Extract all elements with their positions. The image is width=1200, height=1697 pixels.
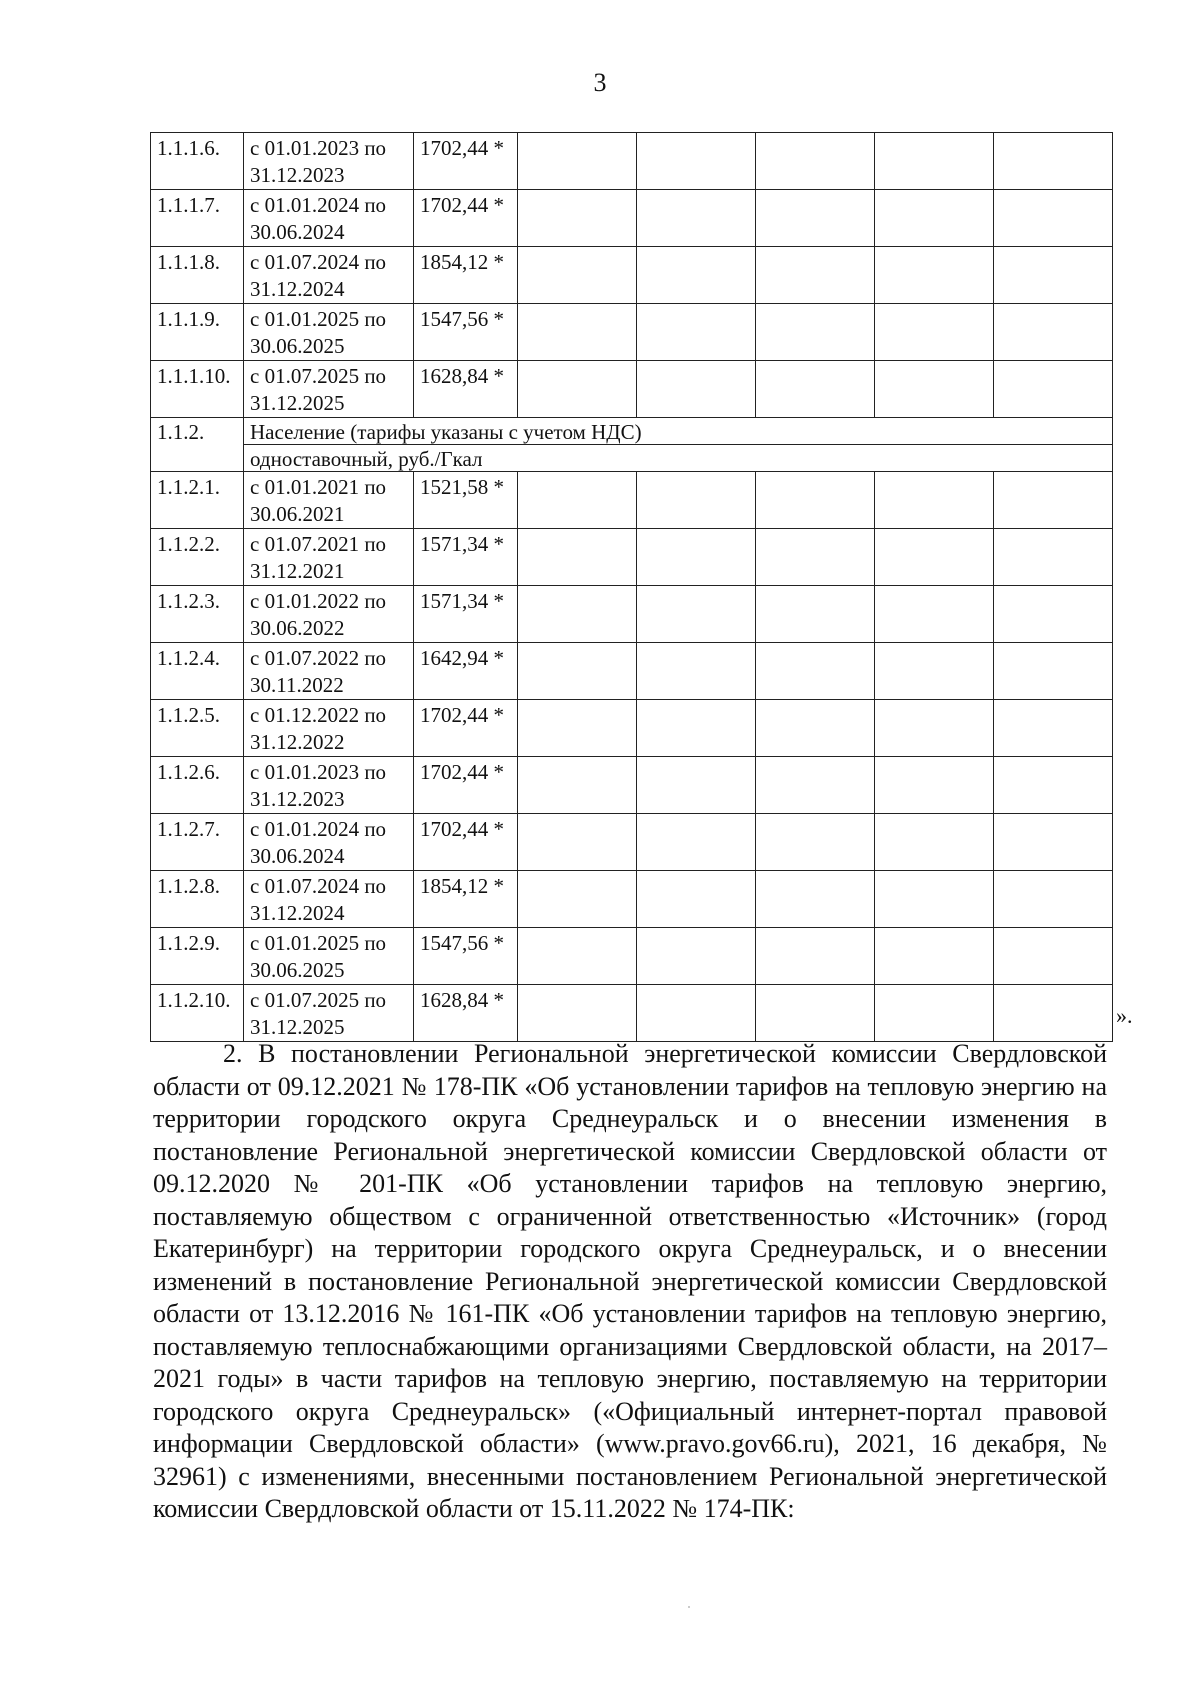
empty-cell [518, 871, 637, 928]
table-row [151, 133, 1113, 190]
group-subtitle: одноставочный, руб./Гкал [244, 445, 1113, 472]
table-row [151, 247, 1113, 304]
empty-cell [756, 529, 875, 586]
empty-cell [994, 928, 1113, 985]
empty-cell [994, 133, 1113, 190]
row-number: 1.1.2.7. [151, 814, 244, 871]
empty-cell [637, 871, 756, 928]
period-cell [244, 928, 414, 985]
table-row [151, 871, 1113, 928]
empty-cell [518, 190, 637, 247]
empty-cell [518, 133, 637, 190]
table-row [151, 928, 1113, 985]
period-end: 31.12.2023 [250, 787, 345, 811]
empty-cell [994, 871, 1113, 928]
row-number: 1.1.2.8. [151, 871, 244, 928]
empty-cell [756, 700, 875, 757]
period-start: с 01.01.2023 по [250, 136, 387, 160]
empty-cell [518, 304, 637, 361]
group-row-subtitle [151, 445, 1113, 472]
tariff-value: 1547,56 * [414, 928, 518, 985]
period-end: 30.06.2025 [250, 334, 345, 358]
empty-cell [875, 133, 994, 190]
period-start: с 01.12.2022 по [250, 703, 387, 727]
tariff-value: 1702,44 * [414, 133, 518, 190]
table-row [151, 304, 1113, 361]
empty-cell [756, 871, 875, 928]
period-cell [244, 586, 414, 643]
row-number: 1.1.2.2. [151, 529, 244, 586]
tariff-value: 1642,94 * [414, 643, 518, 700]
period-start: с 01.01.2021 по [250, 475, 387, 499]
period-cell [244, 700, 414, 757]
period-start: с 01.01.2022 по [250, 589, 387, 613]
empty-cell [756, 133, 875, 190]
empty-cell [875, 304, 994, 361]
empty-cell [756, 472, 875, 529]
period-cell [244, 133, 414, 190]
empty-cell [875, 190, 994, 247]
empty-cell [756, 586, 875, 643]
table-row [151, 814, 1113, 871]
period-start: с 01.01.2025 по [250, 931, 387, 955]
scan-speck [688, 1606, 690, 1608]
empty-cell [518, 472, 637, 529]
period-cell [244, 472, 414, 529]
period-start: с 01.07.2022 по [250, 646, 387, 670]
period-cell [244, 304, 414, 361]
period-end: 30.06.2025 [250, 958, 345, 982]
row-number: 1.1.1.10. [151, 361, 244, 418]
period-start: с 01.07.2024 по [250, 874, 387, 898]
table-row [151, 472, 1113, 529]
period-end: 30.11.2022 [250, 673, 344, 697]
row-number: 1.1.2.3. [151, 586, 244, 643]
empty-cell [756, 190, 875, 247]
tariff-value: 1702,44 * [414, 757, 518, 814]
tariff-value: 1571,34 * [414, 586, 518, 643]
empty-cell [875, 643, 994, 700]
table-row [151, 586, 1113, 643]
empty-cell [518, 814, 637, 871]
empty-cell [637, 190, 756, 247]
empty-cell [756, 643, 875, 700]
empty-cell [994, 757, 1113, 814]
empty-cell [518, 361, 637, 418]
empty-cell [875, 757, 994, 814]
empty-cell [637, 757, 756, 814]
period-cell [244, 529, 414, 586]
tariff-value: 1547,56 * [414, 304, 518, 361]
empty-cell [518, 928, 637, 985]
period-start: с 01.01.2023 по [250, 760, 387, 784]
empty-cell [994, 985, 1113, 1042]
page-number: 3 [593, 68, 607, 97]
body-paragraph: 2. В постановлении Региональной энергетической комиссии Свердловской области от 09.12.2021 № 178-ПК «Об установлении тарифов на тепловую энергию на территории городского округа Среднеуральск и о внесении изменения в постановление Региональной энергетической комиссии Свердловской области от 09.12.2020 № 201-ПК «Об установлении тарифов на тепловую энергию, поставляемую обществом с ограниченной ответственностью «Источник» (город Екатеринбург) на территории городского округа Среднеуральск, и о внесении изменений в постановление Региональной энергетической комиссии Свердловской области от 13.12.2016 № 161-ПК «Об установлении тарифов на тепловую энергию, поставляемую теплоснабжающими организациями Свердловской области, на 2017–2021 годы» в части тарифов на тепловую энергию, поставляемую на территории городского округа Среднеуральск» («Официальный интернет-портал правовой информации Свердловской области» (www.pravo.gov66.ru), 2021, 16 декабря, № 32961) с изменениями, внесенными постановлением Региональной энергетической комиссии Свердловской области от 15.11.2022 № 174-ПК: [153, 1039, 1107, 1523]
period-end: 30.06.2024 [250, 844, 345, 868]
empty-cell [875, 985, 994, 1042]
empty-cell [875, 928, 994, 985]
period-start: с 01.07.2021 по [250, 532, 387, 556]
empty-cell [994, 643, 1113, 700]
tariff-value: 1521,58 * [414, 472, 518, 529]
period-end: 31.12.2024 [250, 901, 345, 925]
empty-cell [637, 700, 756, 757]
tariff-value: 1571,34 * [414, 529, 518, 586]
empty-cell [875, 814, 994, 871]
period-start: с 01.01.2024 по [250, 193, 387, 217]
tariff-value: 1702,44 * [414, 700, 518, 757]
empty-cell [994, 586, 1113, 643]
tariff-value: 1702,44 * [414, 190, 518, 247]
table-row [151, 361, 1113, 418]
empty-cell [756, 247, 875, 304]
tariff-table [150, 132, 1113, 1042]
empty-cell [875, 361, 994, 418]
table-row [151, 757, 1113, 814]
period-end: 31.12.2021 [250, 559, 345, 583]
empty-cell [637, 247, 756, 304]
group-row-title [151, 418, 1113, 445]
period-cell [244, 247, 414, 304]
table-row [151, 700, 1113, 757]
empty-cell [875, 871, 994, 928]
empty-cell [756, 304, 875, 361]
empty-cell [756, 361, 875, 418]
period-end: 31.12.2023 [250, 163, 345, 187]
empty-cell [637, 814, 756, 871]
period-cell [244, 985, 414, 1042]
empty-cell [518, 757, 637, 814]
empty-cell [518, 247, 637, 304]
row-number: 1.1.2.6. [151, 757, 244, 814]
empty-cell [518, 529, 637, 586]
empty-cell [994, 472, 1113, 529]
empty-cell [756, 814, 875, 871]
empty-cell [518, 643, 637, 700]
period-cell [244, 757, 414, 814]
empty-cell [518, 700, 637, 757]
period-end: 31.12.2025 [250, 391, 345, 415]
table-row [151, 190, 1113, 247]
empty-cell [637, 928, 756, 985]
empty-cell [875, 586, 994, 643]
empty-cell [875, 529, 994, 586]
tariff-value: 1854,12 * [414, 871, 518, 928]
period-end: 30.06.2021 [250, 502, 345, 526]
group-title: Население (тарифы указаны с учетом НДС) [244, 418, 1113, 445]
row-number: 1.1.2.5. [151, 700, 244, 757]
empty-cell [637, 985, 756, 1042]
period-end: 31.12.2024 [250, 277, 345, 301]
empty-cell [994, 190, 1113, 247]
period-cell [244, 871, 414, 928]
empty-cell [994, 304, 1113, 361]
row-number: 1.1.1.7. [151, 190, 244, 247]
period-end: 30.06.2024 [250, 220, 345, 244]
period-end: 31.12.2025 [250, 1015, 345, 1039]
empty-cell [994, 814, 1113, 871]
empty-cell [994, 361, 1113, 418]
row-number: 1.1.2.9. [151, 928, 244, 985]
row-number: 1.1.2.10. [151, 985, 244, 1042]
group-number: 1.1.2. [151, 418, 244, 472]
row-number: 1.1.1.9. [151, 304, 244, 361]
empty-cell [637, 361, 756, 418]
empty-cell [875, 247, 994, 304]
period-start: с 01.07.2025 по [250, 988, 387, 1012]
empty-cell [994, 700, 1113, 757]
period-end: 31.12.2022 [250, 730, 345, 754]
empty-cell [637, 586, 756, 643]
table-row [151, 643, 1113, 700]
row-number: 1.1.2.4. [151, 643, 244, 700]
row-number: 1.1.1.6. [151, 133, 244, 190]
tariff-value: 1702,44 * [414, 814, 518, 871]
tariff-value: 1628,84 * [414, 361, 518, 418]
period-end: 30.06.2022 [250, 616, 345, 640]
empty-cell [994, 247, 1113, 304]
table-row [151, 985, 1113, 1042]
closing-quote: ». [1116, 1003, 1133, 1028]
period-cell [244, 361, 414, 418]
empty-cell [756, 985, 875, 1042]
tariff-value: 1854,12 * [414, 247, 518, 304]
period-cell [244, 190, 414, 247]
empty-cell [756, 928, 875, 985]
empty-cell [637, 472, 756, 529]
tariff-value: 1628,84 * [414, 985, 518, 1042]
empty-cell [875, 472, 994, 529]
period-cell [244, 814, 414, 871]
table-row [151, 529, 1113, 586]
empty-cell [518, 985, 637, 1042]
empty-cell [637, 529, 756, 586]
row-number: 1.1.1.8. [151, 247, 244, 304]
empty-cell [637, 133, 756, 190]
empty-cell [875, 700, 994, 757]
empty-cell [994, 529, 1113, 586]
empty-cell [756, 757, 875, 814]
period-start: с 01.01.2024 по [250, 817, 387, 841]
row-number: 1.1.2.1. [151, 472, 244, 529]
empty-cell [518, 586, 637, 643]
empty-cell [637, 643, 756, 700]
period-start: с 01.01.2025 по [250, 307, 387, 331]
period-start: с 01.07.2024 по [250, 250, 387, 274]
empty-cell [637, 304, 756, 361]
period-cell [244, 643, 414, 700]
period-start: с 01.07.2025 по [250, 364, 387, 388]
